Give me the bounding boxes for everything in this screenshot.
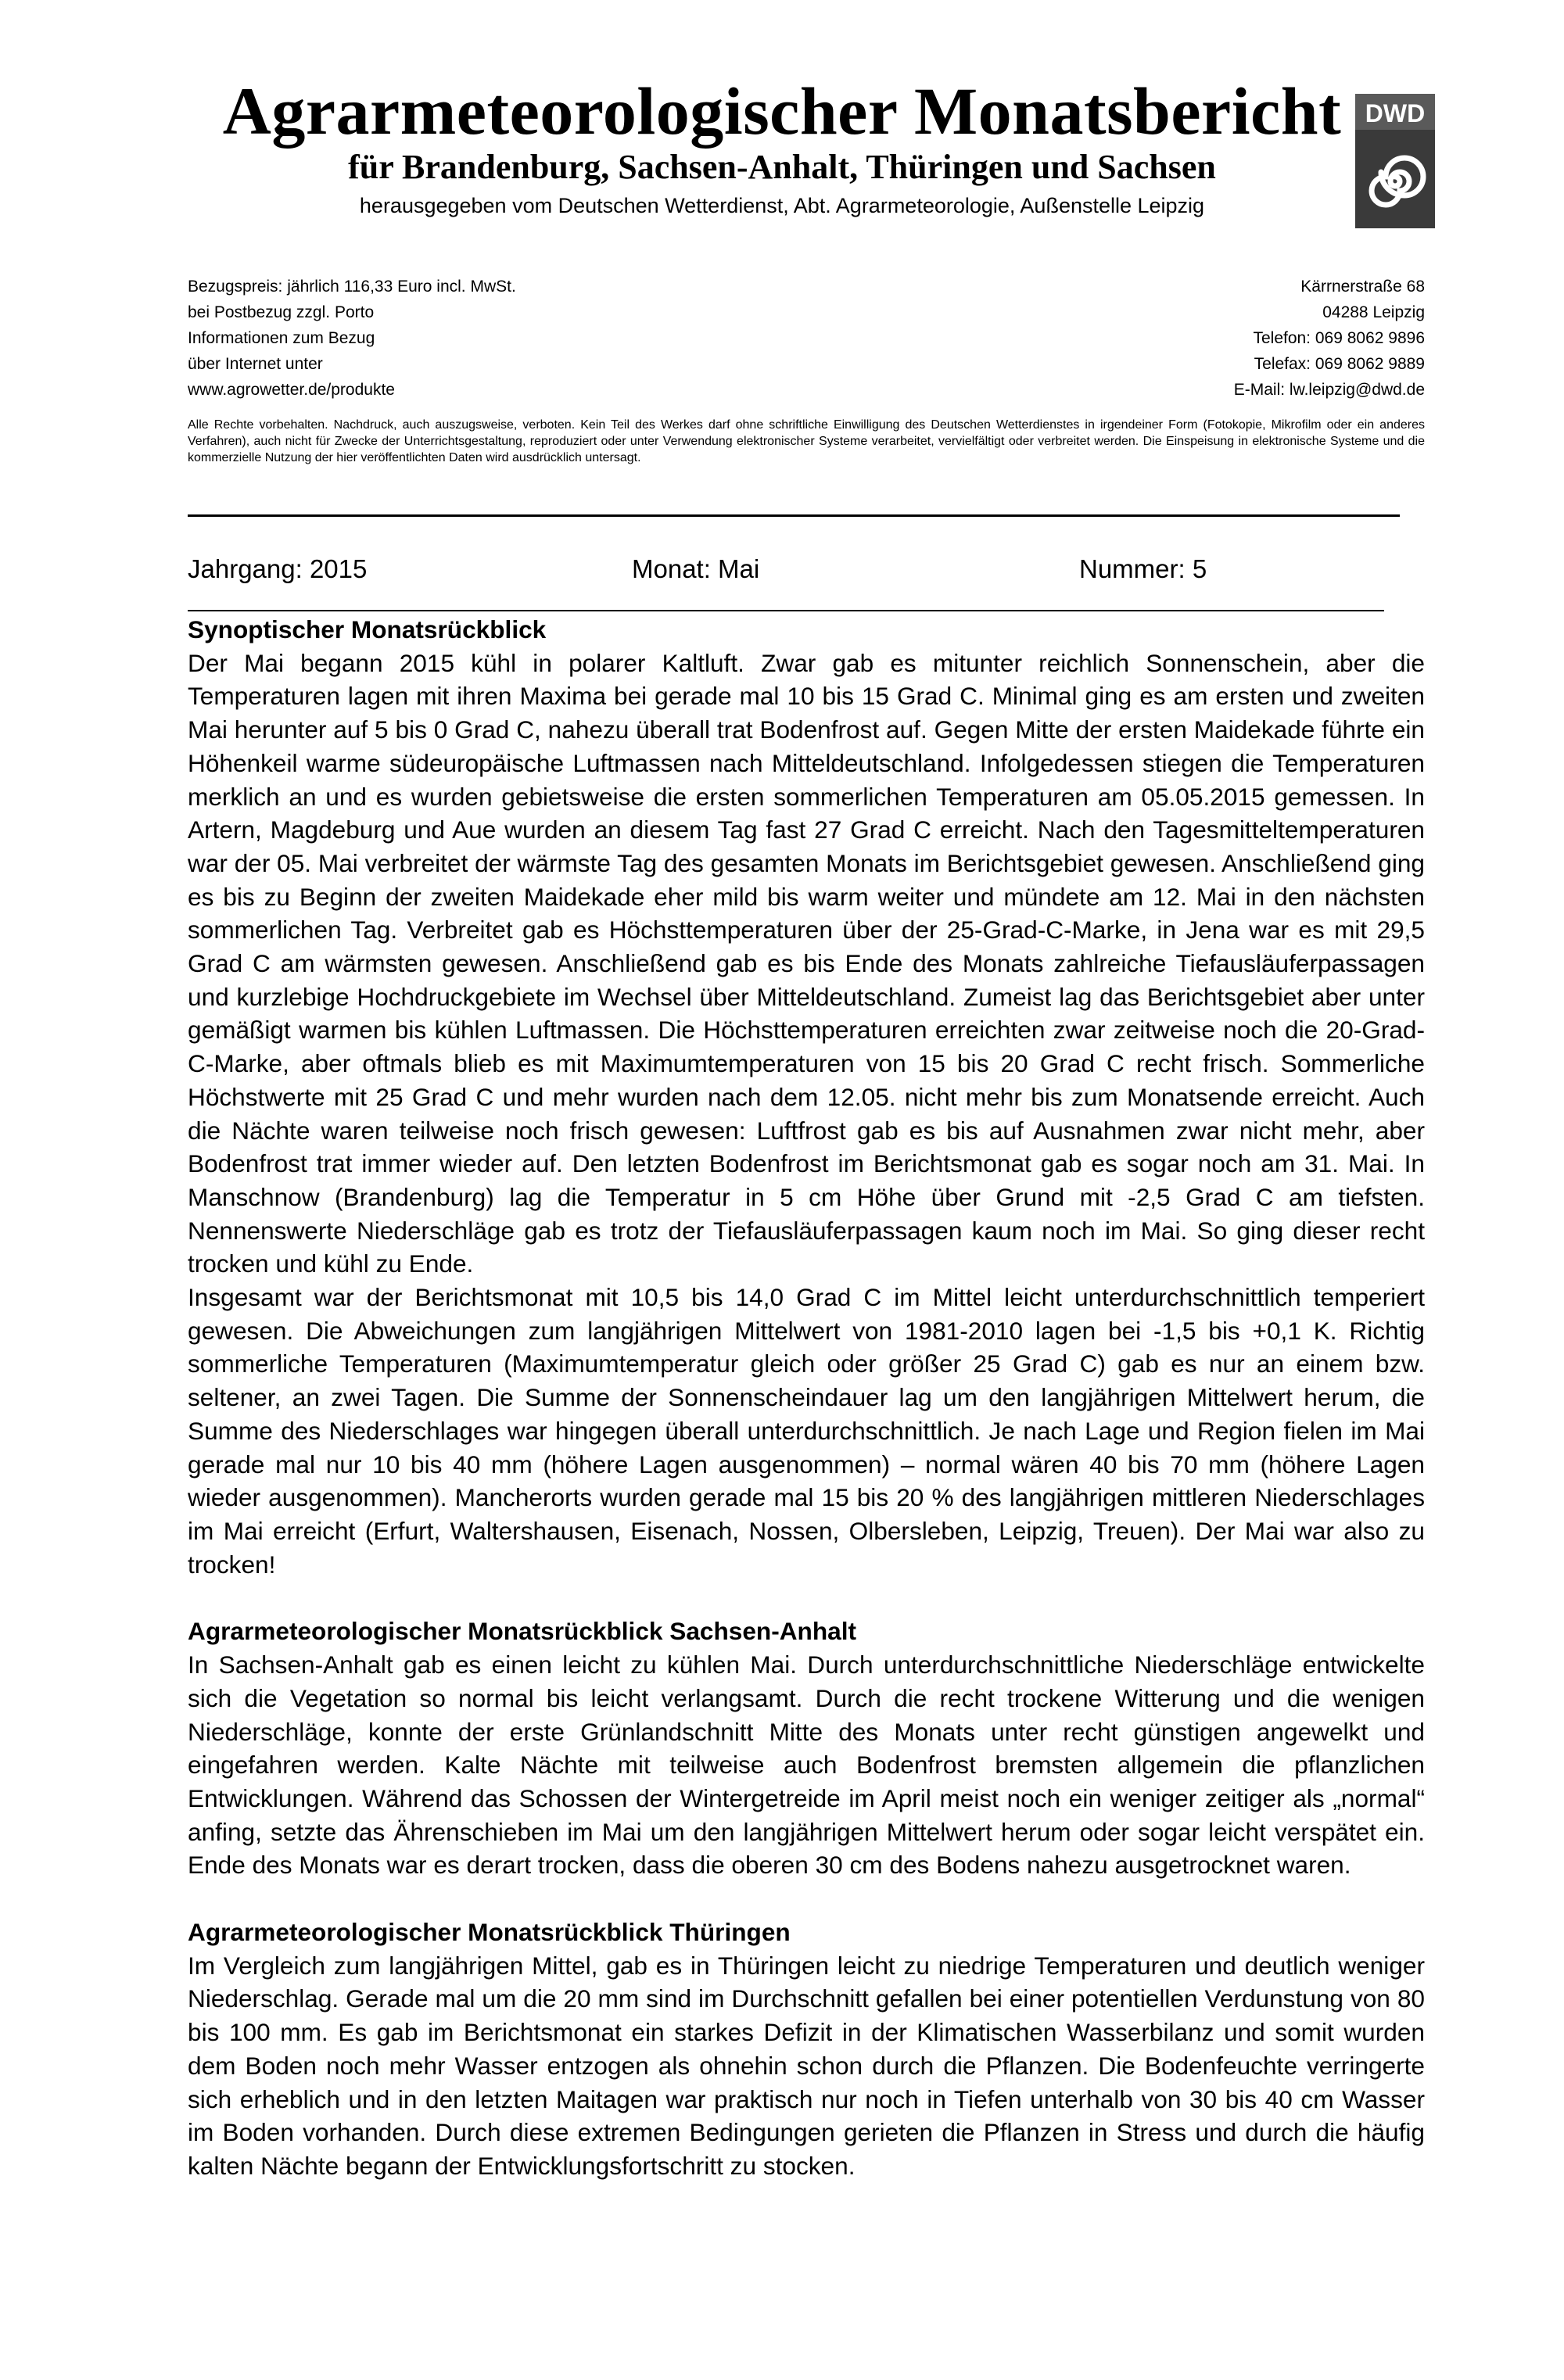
sachsen-anhalt-paragraph: In Sachsen-Anhalt gab es einen leicht zu kühlen Mai. Durch unterdurchschnittliche Niederschläge entwickelte sich die Vegetation so normal bis leicht verlangsamt. Durch die recht trockene Witterung und die wenigen Niederschläge, konnte der erste Grünlandschnitt Mitte des Monats unter recht günstigen angewelkt und eingefahren werden. Kalte Nächte mit teilweise auch Bodenfrost bremsten allgemein die pflanzlichen Entwicklungen. Während das Schossen der Wintergetreide im April meist noch ein weniger zeitiger als „normal“ anfing, setzte das Ährenschieben im Mai um den langjährigen Mittelwert herum oder sogar leicht verspätet ein. Ende des Monats war es derart trocken, dass die oberen 30 cm des Bodens nahezu ausgetrocknet waren. xyxy=(188,1651,1425,1880)
publisher-line: herausgegeben vom Deutschen Wetterdienst, Abt. Agrarmeteorologie, Außenstelle Leipzig xyxy=(359,194,1205,217)
synoptic-paragraph-1: Der Mai begann 2015 kühl in polarer Kaltluft. Zwar gab es mitunter reichlich Sonnenschein, aber die Temperaturen lagen mit ihren Maxima bei gerade mal 10 bis 15 Grad C. Minimal ging es am ersten und zweiten Mai herunter auf 5 bis 0 Grad C, nahezu überall trat Bodenfrost auf. Gegen Mitte der ersten Maidekade führte ein Höhenkeil warme südeuropäische Luftmassen nach Mitteldeutschland. Infolgedessen stiegen die Temperaturen merklich an und es wurden gebietsweise die ersten sommerlichen Temperaturen am 05.05.2015 gemessen. In Artern, Magdeburg und Aue wurden an diesem Tag fast 27 Grad C erreicht. Nach den Tagesmitteltemperaturen war der 05. Mai verbreitet der wärmste Tag des gesamten Monats im Berichtsgebiet gewesen. Anschließend ging es bis zu Beginn der zweiten Maidekade eher mild bis warm weiter und mündete am 12. Mai in den nächsten sommerlichen Tag. Verbreitet gab es Höchsttemperaturen über der 25-Grad-C-Marke, in Jena war es mit 29,5 Grad C am wärmsten gewesen. Anschließend gab es bis Ende des Monats zahlreiche Tiefausläuferpassagen und kurzlebige Hochdruckgebiete im Wechsel über Mitteldeutschland. Zumeist lag das Berichtsgebiet aber unter gemäßigt warmen bis kühlen Luftmassen. Die Höchsttemperaturen erreichten zwar zeitweise noch die 20-Grad-C-Marke, aber oftmals blieb es mit Maximumtemperaturen von 15 bis 20 Grad C recht frisch. Sommerliche Höchstwerte mit 25 Grad C und mehr wurden nach dem 12.05. nicht mehr bis zum Monatsende erreicht. Auch die Nächte waren teilweise noch frisch gewesen: Luftfrost gab es bis auf Ausnahmen zwar nicht mehr, aber Bodenfrost trat immer wieder auf. Den letzten Bodenfrost im Berichtsmonat gab es sogar noch am 31. Mai. In Manschnow (Brandenburg) lag die Temperatur in 5 cm Höhe über Grund mit -2,5 Grad C am tiefsten. Nennenswerte Niederschläge gab es trotz der Tiefausläuferpassagen kaum noch im Mai. So ging dieser recht trocken und kühl zu Ende. xyxy=(188,648,1425,1278)
issue-year: Jahrgang: 2015 xyxy=(188,554,368,583)
info-left-line: bei Postbezug zzgl. Porto xyxy=(188,303,375,321)
section-heading-sachsen-anhalt: Agrarmeteorologischer Monatsrückblick Sachsen-Anhalt xyxy=(188,1617,857,1646)
thueringen-paragraph: Im Vergleich zum langjährigen Mittel, gab es in Thüringen leicht zu niedrige Temperaturen und deutlich weniger Niederschlag. Gerade mal um die 20 mm sind im Durchschnitt gefallen bei einer potentiellen Verdunstung von 80 bis 100 mm. Es gab im Berichtsmonat ein starkes Defizit in der Klimatischen Wasserbilanz und somit wurden dem Boden noch mehr Wasser entzogen als ohnehin schon durch die Pflanzen. Die Bodenfeuchte verringerte sich erheblich und in den letzten Maitagen war praktisch nur noch in Tiefen unterhalb von 30 bis 40 cm Wasser im Boden vorhanden. Durch diese extremen Bedingungen gerieten die Pflanzen in Stress und durch die häufig kalten Nächte begann der Entwicklungsfortschritt zu stocken. xyxy=(188,1951,1425,2180)
report-subtitle: für Brandenburg, Sachsen-Anhalt, Thüringen und Sachsen xyxy=(348,148,1216,186)
divider xyxy=(188,514,1400,517)
info-left-line: über Internet unter xyxy=(188,355,323,373)
info-left-line: Bezugspreis: jährlich 116,33 Euro incl. MwSt. xyxy=(188,278,516,296)
section-heading-synoptic: Synoptischer Monatsrückblick xyxy=(188,615,547,643)
subscription-info xyxy=(188,274,735,403)
synoptic-paragraph-2: Insgesamt war der Berichtsmonat mit 10,5 bis 14,0 Grad C im Mittel leicht unterdurchschnittlich temperiert gewesen. Die Abweichungen zum langjährigen Mittelwert von 1981-2010 lagen bei -1,5 bis +0,1 K. Richtig sommerliche Temperaturen (Maximumtemperatur gleich oder größer 25 Grad C) gab es nur an einem bzw. seltener, an zwei Tagen. Die Summe der Sonnenscheindauer lag um den langjährigen Mittelwert herum, die Summe des Niederschlages war hingegen überall unterdurchschnittlich. Je nach Lage und Region fielen im Mai gerade mal nur 10 bis 40 mm (höhere Lagen ausgenommen) – normal wären 40 bis 70 mm (höhere Lagen wieder ausgenommen). Mancherorts wurden gerade mal 15 bis 20 % des langjährigen mittleren Niederschlages im Mai erreicht (Erfurt, Waltershausen, Eisenach, Nossen, Olbersleben, Leipzig, Treuen). Der Mai war also zu trocken! xyxy=(188,1283,1425,1579)
logo-text: DWD xyxy=(1365,99,1426,127)
section-heading-thueringen: Agrarmeteorologischer Monatsrückblick Thüringen xyxy=(188,1918,791,1947)
phone: Telefon: 069 8062 9896 xyxy=(1253,329,1425,347)
address-street: Kärrnerstraße 68 xyxy=(1300,278,1425,296)
divider xyxy=(188,610,1384,611)
copyright-notice: Alle Rechte vorbehalten. Nachdruck, auch auszugsweise, verboten. Kein Teil des Werkes darf ohne schriftliche Einwilligung des Deutschen Wetterdienstes in irgendeiner Form (Fotokopie, Mikrofilm oder ein anderes Verfahren), auch nicht für Zwecke der Unterrichtsgestaltung, reproduziert oder unter Verwendung elektronischer Systeme verarbeitet, vervielfältigt oder verbreitet werden. Die Einspeisung in elektronische Systeme und die kommerzielle Nutzung der hier veröffentlichten Daten wird ausdrücklich untersagt. xyxy=(188,418,1425,464)
contact-info xyxy=(956,274,1425,403)
fax: Telefax: 069 8062 9889 xyxy=(1254,355,1425,373)
info-left-line: Informationen zum Bezug xyxy=(188,329,375,347)
issue-month: Monat: Mai xyxy=(632,554,760,583)
dwd-logo xyxy=(1355,94,1435,228)
email-link[interactable]: E-Mail: lw.leipzig@dwd.de xyxy=(1233,381,1425,399)
report-body xyxy=(188,613,1425,2183)
address-city: 04288 Leipzig xyxy=(1322,303,1425,321)
issue-number: Nummer: 5 xyxy=(1079,554,1207,583)
website-link[interactable]: www.agrowetter.de/produkte xyxy=(188,381,395,399)
report-title: Agrarmeteorologischer Monatsbericht xyxy=(222,73,1342,149)
